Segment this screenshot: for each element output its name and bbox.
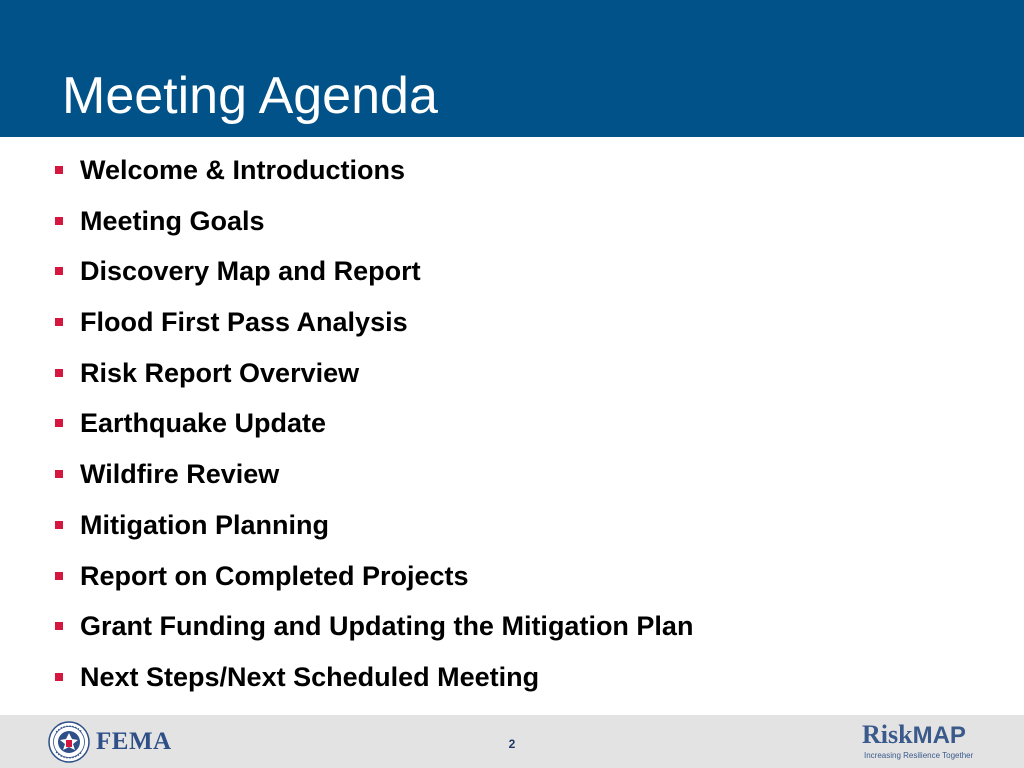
square-bullet-icon [55,267,63,275]
agenda-item [50,657,693,708]
agenda-item [50,403,693,454]
agenda-item [50,505,693,556]
agenda-item [50,302,693,353]
agenda-item-text: Earthquake Update [80,408,327,439]
square-bullet-icon [55,673,63,681]
agenda-item-text: Grant Funding and Updating the Mitigation Plan [80,611,694,642]
agenda-item [50,606,693,657]
square-bullet-icon [55,622,63,630]
square-bullet-icon [55,470,63,478]
agenda-item [50,556,693,607]
fema-wordmark: FEMA [96,728,172,755]
riskmap-wordmark [862,721,966,750]
riskmap-logo [862,721,982,763]
agenda-list [50,150,693,708]
riskmap-risk-text: Risk [862,720,913,749]
square-bullet-icon [55,318,63,326]
riskmap-map-text: MAP [912,722,966,749]
square-bullet-icon [55,369,63,377]
footer-band [0,715,1024,768]
agenda-item-text: Flood First Pass Analysis [80,307,408,338]
agenda-item [50,454,693,505]
agenda-item [50,150,693,201]
agenda-item-text: Next Steps/Next Scheduled Meeting [80,661,540,692]
agenda-item [50,251,693,302]
title-band [0,0,1024,137]
agenda-item-text: Wildfire Review [80,459,280,490]
agenda-item-text: Report on Completed Projects [80,560,469,591]
agenda-item-text: Risk Report Overview [80,357,360,388]
agenda-item [50,201,693,252]
agenda-item-text: Mitigation Planning [80,509,329,540]
agenda-item-text: Welcome & Introductions [80,155,406,185]
square-bullet-icon [55,217,63,225]
fema-logo [48,721,172,763]
square-bullet-icon [55,521,63,529]
riskmap-tagline: Increasing Resilience Together [864,751,974,760]
square-bullet-icon [55,572,63,580]
agenda-item-text: Discovery Map and Report [80,256,421,287]
slide-title: Meeting Agenda [62,67,438,125]
agenda-item-text: Meeting Goals [80,205,265,236]
square-bullet-icon [55,419,63,427]
page-number: 2 [508,737,516,751]
agenda-item [50,353,693,404]
square-bullet-icon [55,166,63,174]
dhs-seal-icon [48,721,90,763]
